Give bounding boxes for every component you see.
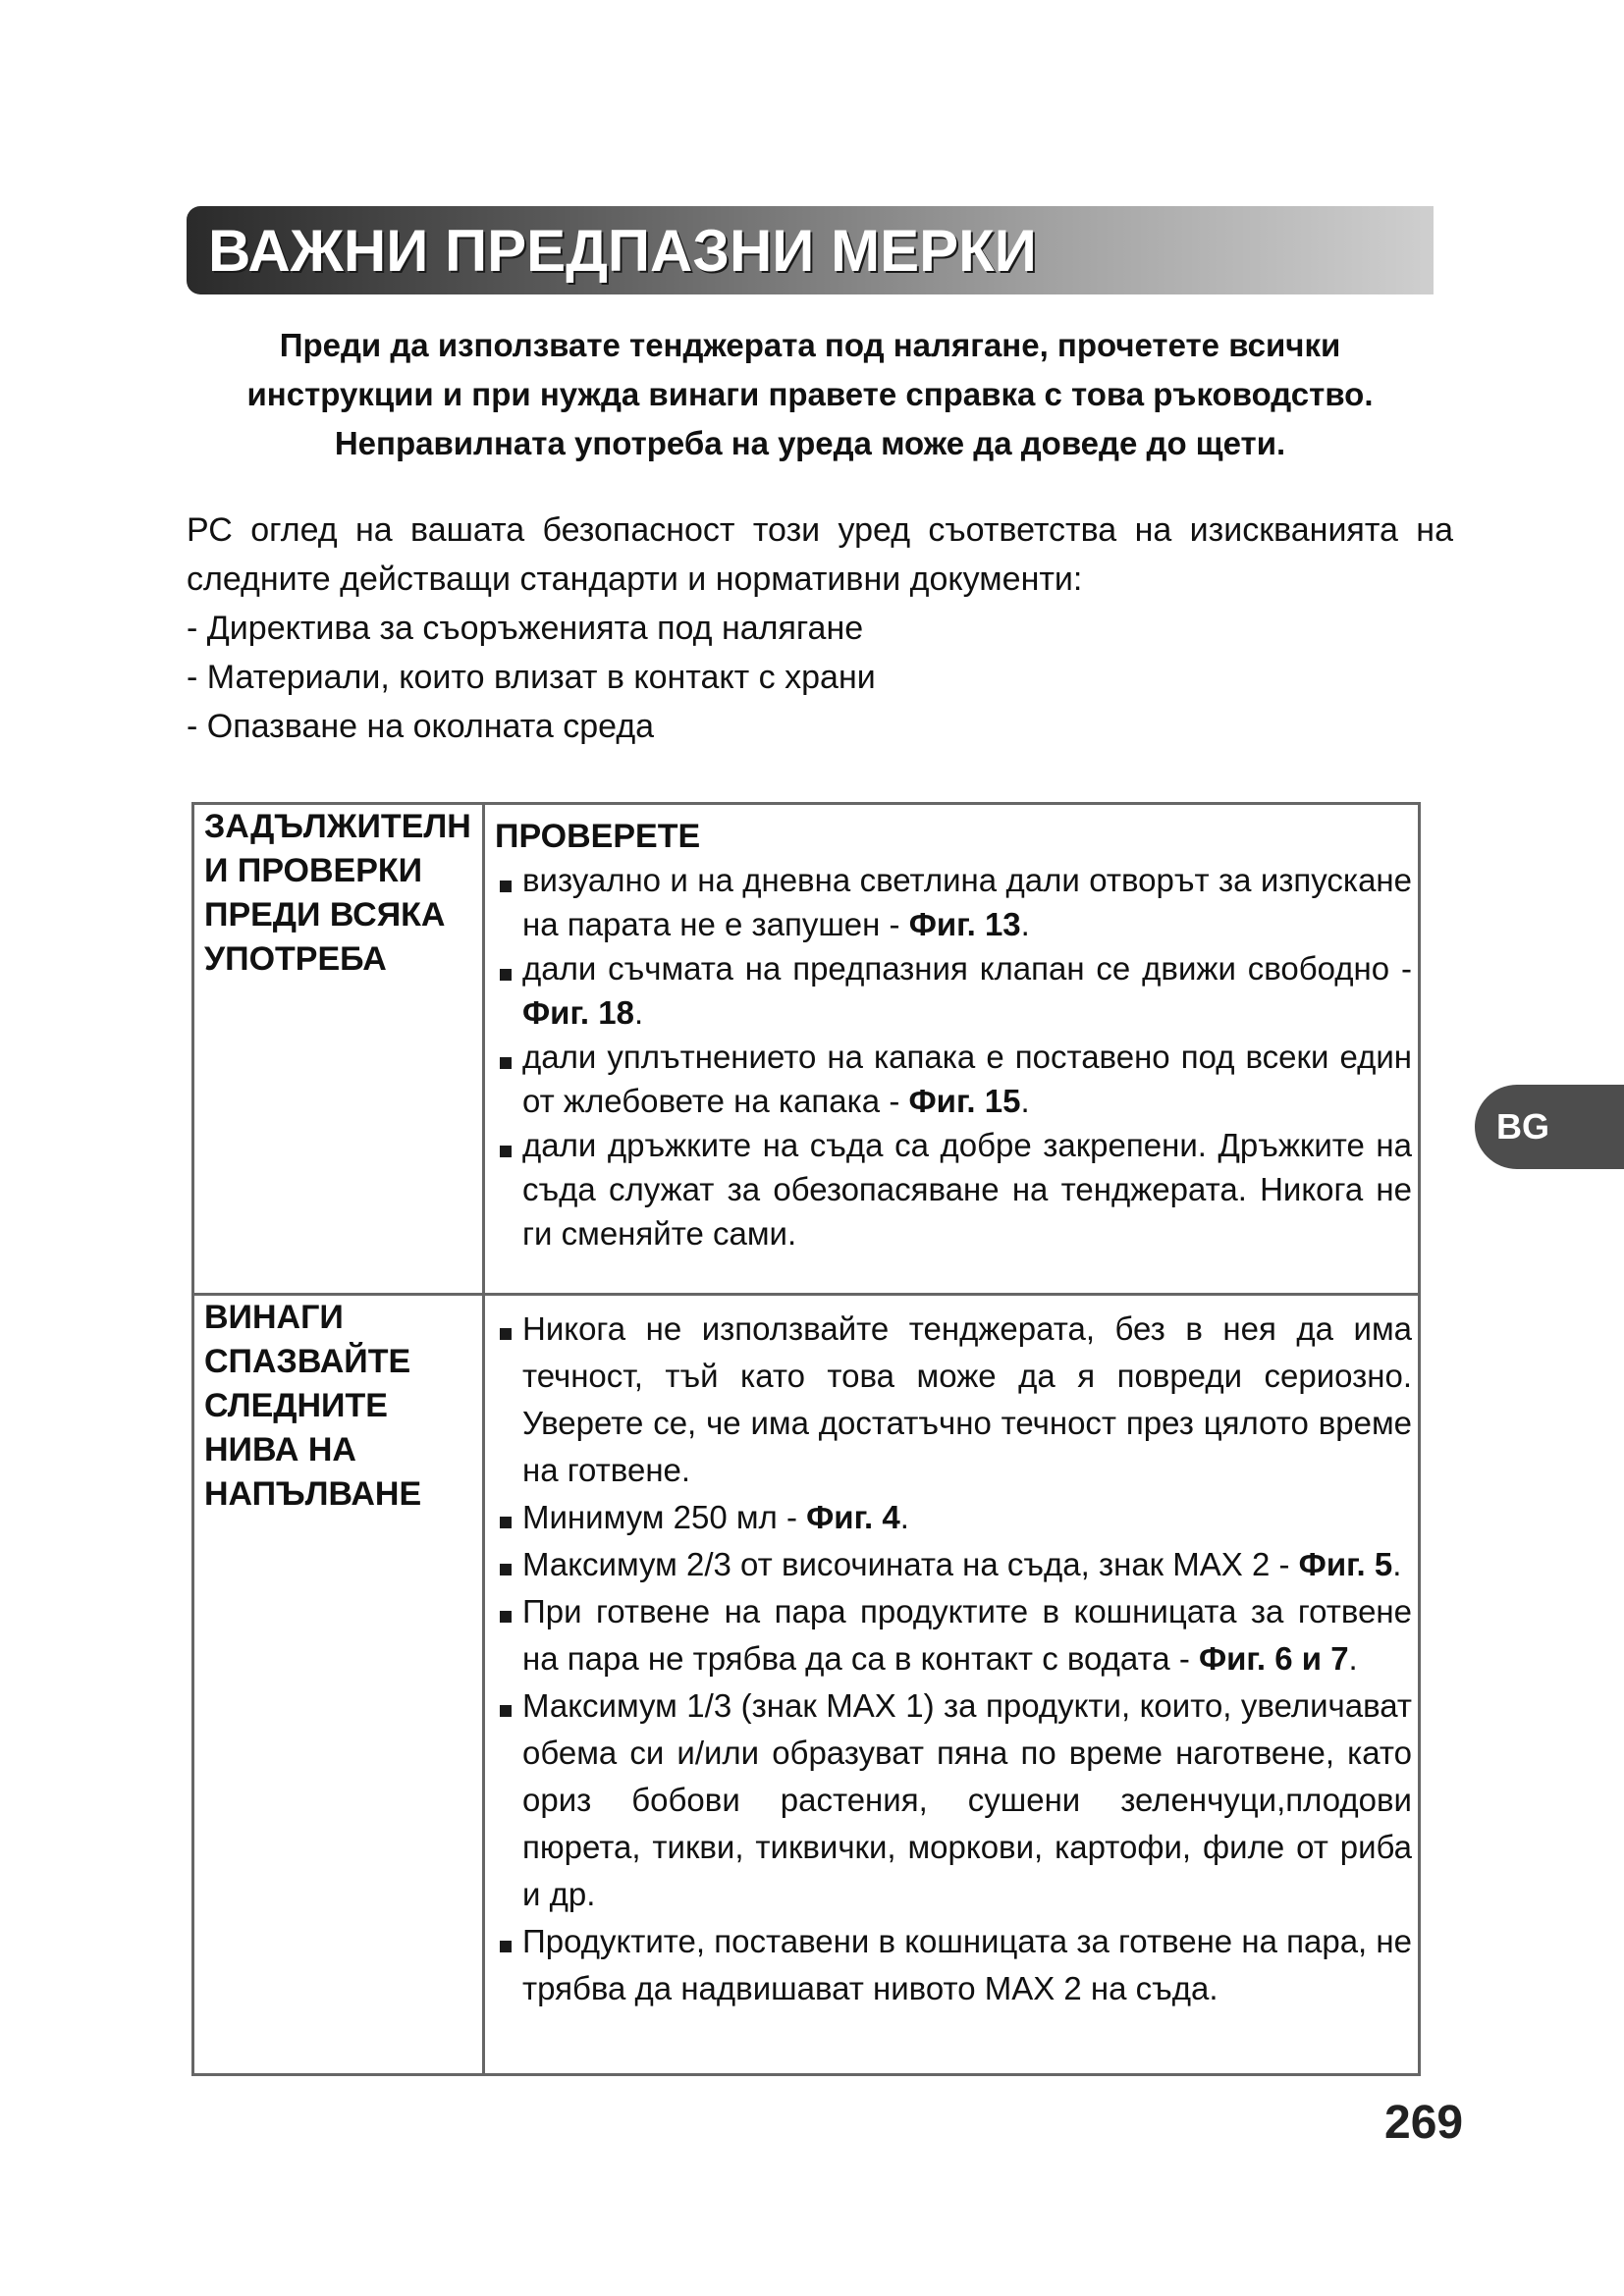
bullet-square-icon (500, 1517, 512, 1528)
row-label-line: ВИНАГИ (204, 1299, 344, 1336)
language-tab: BG (1475, 1085, 1624, 1169)
bullet-item: Никога не използвайте тенджерата, без в нея да има течност, тъй като това може да я повреди сериозно. Уверете се, че има достатъчно течност през цялото време на готвене. (495, 1306, 1412, 1494)
row-label (193, 1295, 484, 2075)
intro-line: Неправилната употреба на уреда може да доведе до щети. (334, 425, 1286, 461)
standards-section (187, 506, 1453, 751)
bullet-square-icon (500, 1328, 512, 1340)
bullet-item: Максимум 1/3 (знак MAX 1) за продукти, които, увеличават обема си и/или образуват пяна по време наготвене, като ориз бобови растения, сушени зеленчуци,плодови пюрета, тикви, тиквички, моркови, картофи, филе от риба и др. (495, 1682, 1412, 1918)
row-label-line: СПАЗВАЙТЕ (204, 1343, 411, 1380)
bullet-item: Минимум 250 мл - Фиг. 4. (495, 1494, 1412, 1541)
bullet-square-icon (500, 1564, 512, 1575)
intro-line: Преди да използвате тенджерата под налягане, прочетете всички (279, 327, 1341, 363)
figure-ref: Фиг. 18 (522, 994, 634, 1031)
table-row-checks (193, 804, 1420, 1295)
bullet-square-icon (500, 1941, 512, 1952)
row-label-line: НАПЪЛВАНЕ (204, 1475, 422, 1513)
page-title: ВАЖНИ ПРЕДПАЗНИ МЕРКИ (208, 217, 1037, 284)
table-row-fill-levels (193, 1295, 1420, 2075)
bullet-item: При готвене на пара продуктите в кошницата за готвене на пара не трябва да са в контакт с водата - Фиг. 6 и 7. (495, 1588, 1412, 1682)
row-label-line: ЗАДЪЛЖИТЕЛН (204, 808, 471, 845)
standards-item: - Материали, които влизат в контакт с храни (187, 659, 876, 696)
row-label (193, 804, 484, 1295)
intro-warning (187, 321, 1434, 468)
row-label-line: УПОТРЕБА (204, 940, 387, 978)
intro-line: инструкции и при нужда винаги правете справка с това ръководство. (246, 376, 1374, 412)
row-label-line: ПРЕДИ ВСЯКА (204, 896, 446, 934)
page-number: 269 (1384, 2097, 1464, 2149)
row-label-line: НИВА НА (204, 1431, 356, 1468)
bullet-square-icon (500, 1146, 512, 1157)
figure-ref: Фиг. 5 (1298, 1546, 1393, 1582)
row-content (484, 1295, 1420, 2075)
safety-table (191, 802, 1421, 2076)
standards-item: - Директива за съоръженията под налягане (187, 610, 864, 647)
bullet-square-icon (500, 1611, 512, 1623)
row-label-line: И ПРОВЕРКИ (204, 852, 423, 889)
bullet-item: дали съчмата на предпазния клапан се движи свободно - Фиг. 18. (495, 946, 1412, 1035)
bullet-square-icon (500, 1057, 512, 1069)
bullet-item: дали уплътнението на капака е поставено под всеки един от жлебовете на капака - Фиг. 15. (495, 1035, 1412, 1123)
check-heading: ПРОВЕРЕТЕ (495, 818, 701, 855)
bullet-square-icon (500, 1705, 512, 1717)
figure-ref: Фиг. 13 (908, 906, 1021, 942)
bullet-square-icon (500, 969, 512, 981)
figure-ref: Фиг. 6 и 7 (1198, 1640, 1349, 1677)
bullet-square-icon (500, 881, 512, 892)
row-label-line: СЛЕДНИТЕ (204, 1387, 388, 1424)
standards-paragraph: РС оглед на вашата безопасност този уред съответства на изискванията на следните действащи стандарти и нормативни документи: (187, 511, 1453, 598)
row-content (484, 804, 1420, 1295)
title-banner (187, 206, 1434, 294)
standards-item: - Опазване на околната среда (187, 708, 655, 745)
bullet-item: визуално и на дневна светлина дали отворът за изпускане на парата не е запушен - Фиг. 13. (495, 858, 1412, 946)
figure-ref: Фиг. 15 (908, 1083, 1021, 1119)
figure-ref: Фиг. 4 (806, 1499, 900, 1535)
bullet-item: Максимум 2/3 от височината на съда, знак MAX 2 - Фиг. 5. (495, 1541, 1412, 1588)
bullet-item: Продуктите, поставени в кошницата за готвене на пара, не трябва да надвишават нивото MAX 2 на съда. (495, 1918, 1412, 2012)
bullet-item: дали дръжките на съда са добре закрепени. Дръжките на съда служат за обезопасяване на тенджерата. Никога не ги сменяйте сами. (495, 1123, 1412, 1255)
